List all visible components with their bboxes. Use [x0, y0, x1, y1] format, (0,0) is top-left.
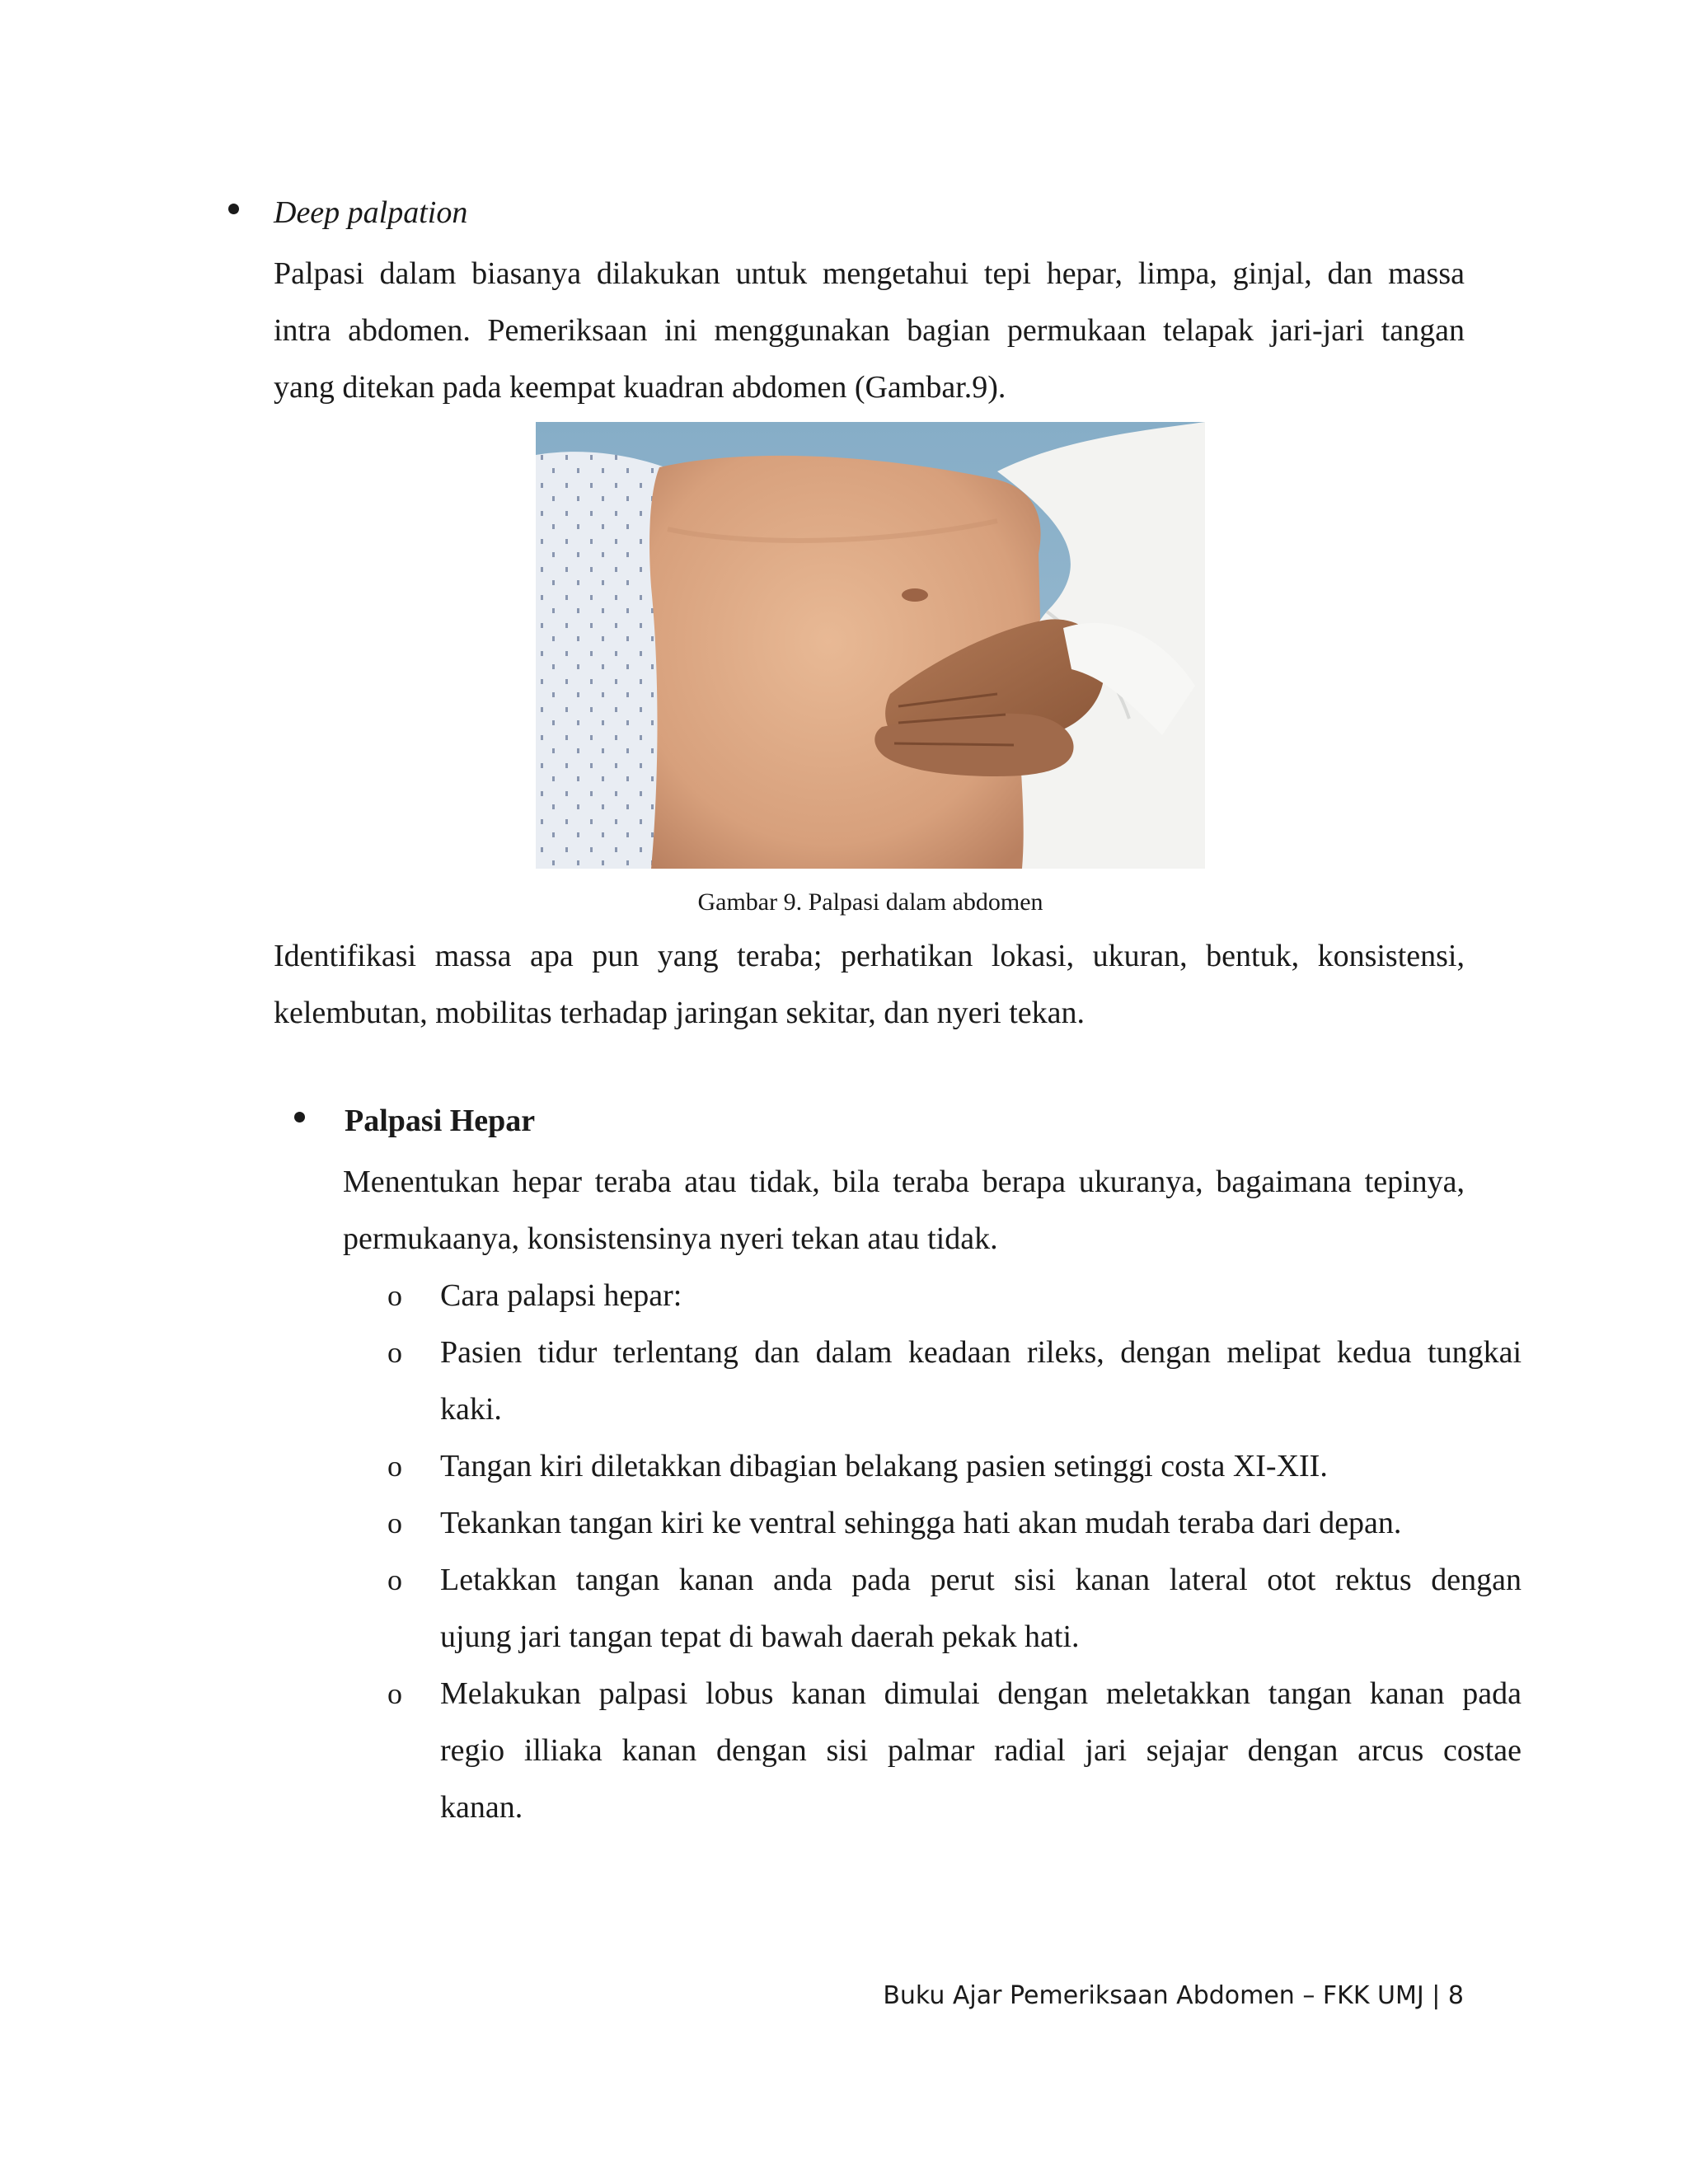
list-item-text: kaki.: [440, 1392, 502, 1427]
list-marker: o: [387, 1450, 402, 1483]
paragraph-line: intra abdomen. Pemeriksaan ini menggunakan bagian permukaan telapak jari-jari tangan: [274, 313, 1465, 348]
paragraph-identification: [274, 928, 1465, 1042]
paragraph-line: Identifikasi massa apa pun yang teraba; perhatikan lokasi, ukuran, bentuk, konsistensi,: [274, 939, 1465, 973]
bullet-palpasi-hepar: [294, 1103, 535, 1139]
navel: [902, 588, 928, 602]
paragraph-palpasi-hepar: [343, 1154, 1465, 1268]
list-item-text: Letakkan tangan kanan anda pada perut sisi kanan lateral otot rektus dengan: [440, 1563, 1522, 1597]
list-item-text: Pasien tidur terlentang dan dalam keadaan rileks, dengan melipat kedua tungkai: [440, 1335, 1522, 1370]
list-marker: o: [387, 1507, 402, 1540]
section-heading-deep-palpation: Deep palpation: [274, 195, 468, 230]
list-marker: o: [387, 1336, 402, 1369]
list-item-text: kanan.: [440, 1790, 523, 1825]
paragraph-line: Palpasi dalam biasanya dilakukan untuk mengetahui tepi hepar, limpa, ginjal, dan massa: [274, 256, 1465, 291]
bullet-deep-palpation: [228, 194, 467, 231]
list-marker: o: [387, 1677, 402, 1710]
list-item-text: Tekankan tangan kiri ke ventral sehingga hati akan mudah teraba dari depan.: [440, 1506, 1402, 1540]
paragraph-line: permukaanya, konsistensinya nyeri tekan atau tidak.: [343, 1221, 998, 1256]
paragraph-deep-palpation: [274, 246, 1465, 416]
paragraph-line: yang ditekan pada keempat kuadran abdomen (Gambar.9).: [274, 370, 1006, 405]
bullet-icon: [228, 204, 239, 214]
list-marker: o: [387, 1563, 402, 1596]
figure-caption: Gambar 9. Palpasi dalam abdomen: [697, 888, 1043, 916]
paragraph-line: kelembutan, mobilitas terhadap jaringan sekitar, dan nyeri tekan.: [274, 996, 1085, 1030]
figure-deep-palpation-photo: [536, 422, 1205, 869]
list-item-text: Cara palapsi hepar:: [440, 1278, 682, 1313]
paragraph-line: Menentukan hepar teraba atau tidak, bila teraba berapa ukuranya, bagaimana tepinya,: [343, 1165, 1465, 1199]
list-item-text: Tangan kiri diletakkan dibagian belakang pasien setinggi costa XI-XII.: [440, 1449, 1328, 1483]
list-item-text: Melakukan palpasi lobus kanan dimulai dengan meletakkan tangan kanan pada: [440, 1676, 1522, 1711]
list-item-text: ujung jari tangan tepat di bawah daerah pekak hati.: [440, 1619, 1080, 1654]
list-marker: o: [387, 1279, 402, 1312]
section-heading-palpasi-hepar: Palpasi Hepar: [345, 1104, 536, 1138]
bullet-icon: [294, 1112, 305, 1122]
page-footer: Buku Ajar Pemeriksaan Abdomen – FKK UMJ | 8: [883, 1981, 1464, 2010]
list-item-text: regio illiaka kanan dengan sisi palmar radial jari sejajar dengan arcus costae: [440, 1733, 1522, 1768]
